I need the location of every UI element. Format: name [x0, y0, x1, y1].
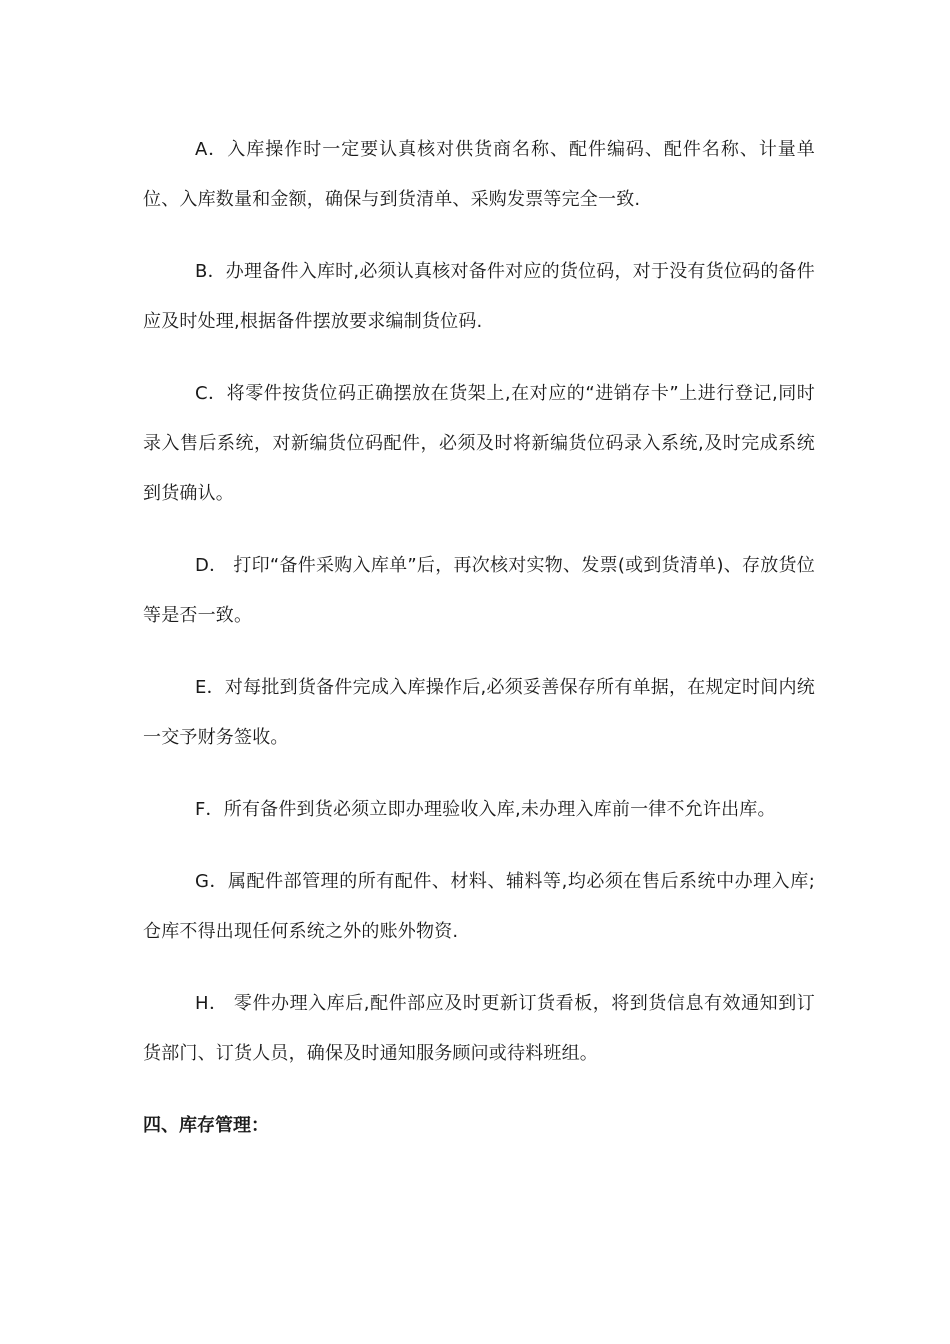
- paragraph-c: C．将零件按货位码正确摆放在货架上,在对应的“进销存卡”上进行登记,同时录入售后系统，对新编货位码配件，必须及时将新编货位码录入系统,及时完成系统到货确认。: [143, 383, 815, 504]
- paragraph-b: B．办理备件入库时,必须认真核对备件对应的货位码，对于没有货位码的备件应及时处理,根据备件摆放要求编制货位码.: [143, 261, 815, 332]
- paragraph-h: H． 零件办理入库后,配件部应及时更新订货看板，将到货信息有效通知到订货部门、订货人员，确保及时通知服务顾问或待料班组。: [143, 993, 815, 1064]
- paragraph-d: D． 打印“备件采购入库单”后，再次核对实物、发票(或到货清单)、存放货位等是否一致。: [143, 555, 815, 626]
- paragraph-a: A．入库操作时一定要认真核对供货商名称、配件编码、配件名称、计量单位、入库数量和金额，确保与到货清单、采购发票等完全一致.: [143, 139, 815, 210]
- paragraph-e: E．对每批到货备件完成入库操作后,必须妥善保存所有单据，在规定时间内统一交予财务签收。: [143, 677, 815, 748]
- paragraph-f: F．所有备件到货必须立即办理验收入库,未办理入库前一律不允许出库。: [195, 799, 776, 820]
- section-heading: 四、库存管理：: [143, 1115, 269, 1136]
- paragraph-g: G．属配件部管理的所有配件、材料、辅料等,均必须在售后系统中办理入库;仓库不得出现任何系统之外的账外物资.: [143, 871, 815, 942]
